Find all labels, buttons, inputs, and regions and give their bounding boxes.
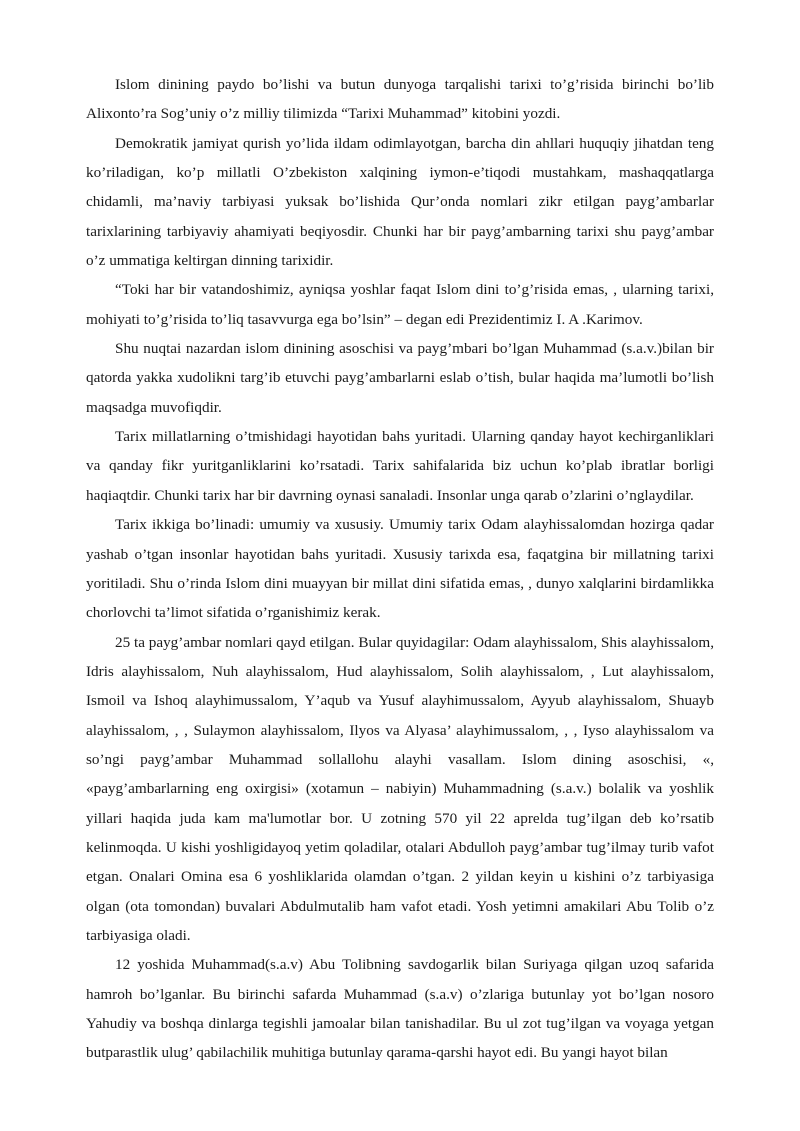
paragraph-5: Tarix millatlarning o’tmishidagi hayotidan bahs yuritadi. Ularning qanday hayot kechirganliklari va qanday fikr yuritganliklarini ko’rsatadi. Tarix sahifalarida biz uchun ko’plab ibratlar borligi haqiaqtdir. Chunki tarix har bir davrning oynasi sanaladi. Insonlar unga qarab o’zlarini o’nglaydilar. — [86, 428, 714, 504]
document-body — [86, 70, 714, 1068]
paragraph-6: Tarix ikkiga bo’linadi: umumiy va xususiy. Umumiy tarix Odam alayhissalomdan hozirga qadar yashab o’tgan insonlar hayotidan bahs yuritadi. Xususiy tarixda esa, faqatgina bir millatning tarixi yoritiladi. Shu o’rinda Islom dini muayyan bir millat dini sifatida emas, , dunyo xalqlarini birdamlikka chorlovchi ta’limot sifatida o’rganishimiz kerak. — [86, 516, 714, 622]
paragraph-8: 12 yoshida Muhammad(s.a.v) Abu Tolibning savdogarlik bilan Suriyaga qilgan uzoq safarida hamroh bo’lganlar. Bu birinchi safarda Muhammad (s.a.v) o’zlariga butunlay yot bo’lgan nosoro Yahudiy va boshqa dinlarga tegishli jamoalar bilan tanishadilar. Bu ul zot tug’ilgan va voyaga yetgan butparastlik ulug’ qabilachilik muhitiga butunlay qarama-qarshi hayot edi. Bu yangi hayot bilan — [86, 956, 714, 1062]
paragraph-4: Shu nuqtai nazardan islom dinining asoschisi va payg’mbari bo’lgan Muhammad (s.a.v.)bilan bir qatorda yakka xudolikni targ’ib etuvchi payg’ambarlarni eslab o’tish, bular haqida ma’lumotli bo’lish maqsadga muvofiqdir. — [86, 340, 714, 416]
paragraph-2: Demokratik jamiyat qurish yo’lida ildam odimlayotgan, barcha din ahllari huquqiy jihatdan teng ko’riladigan, ko’p millatli O’zbekiston xalqining iymon-e’tiqodi mustahkam, mashaqqatlarga chidamli, ma’naviy tarbiyasi yuksak bo’lishida Qur’onda nomlari zikr etilgan payg’ambarlar tarixlarining tarbiyaviy ahamiyati beqiyosdir. Chunki har bir payg’ambarning tarixi shu payg’ambar o’z ummatiga keltirgan dinning tarixidir. — [86, 134, 714, 270]
paragraph-1: Islom dinining paydo bo’lishi va butun dunyoga tarqalishi tarixi to’g’risida birinchi bo’lib Alixonto’ra Sog’uniy o’z milliy tilimizda “Tarixi Muhammad” kitobini yozdi. — [86, 76, 714, 123]
paragraph-7: 25 ta payg’ambar nomlari qayd etilgan. Bular quyidagilar: Odam alayhissalom, Shis alayhissalom, Idris alayhissalom, Nuh alayhissalom, Hud alayhissalom, Solih alayhissalom, , Lut alayhissalom, Ismoil va Ishoq alayhimussalom, Y’aqub va Yusuf alayhimussalom, Ayyub alayhissalom, Shuayb alayhissalom, , , Sulaymon alayhissalom, Ilyos va Alyasa’ alayhimussalom, , , Iyso alayhissalom va so’ngi payg’ambar Muhammad sollallohu alayhi vasallam. Islom dining asoschisi, «, «payg’ambarlarning eng oxirgisi» (xotamun – nabiyin) Muhammadning (s.a.v.) bolalik va yoshlik yillari haqida juda kam ma'lumotlar bor. U zotning 570 yil 22 aprelda tug’ilgan deb ko’rsatib kelinmoqda. U kishi yoshligidayoq yetim qoladilar, otalari Abdulloh payg’ambar tug’ilmay turib vafot etgan. Onalari Omina esa 6 yoshliklarida olamdan o’tgan. 2 yildan keyin u kishini o’z tarbiyasiga olgan (ota tomondan) buvalari Abdulmutalib ham vafot etadi. Yosh yetimni amakilari Abu Tolib o’z tarbiyasiga oladi. — [86, 633, 714, 944]
paragraph-3: “Toki har bir vatandoshimiz, ayniqsa yoshlar faqat Islom dini to’g’risida emas, , ularning tarixi, mohiyati to’g’risida to’liq tasavvurga ega bo’lsin” – degan edi Prezidentimiz I. A .Karimov. — [86, 281, 714, 328]
